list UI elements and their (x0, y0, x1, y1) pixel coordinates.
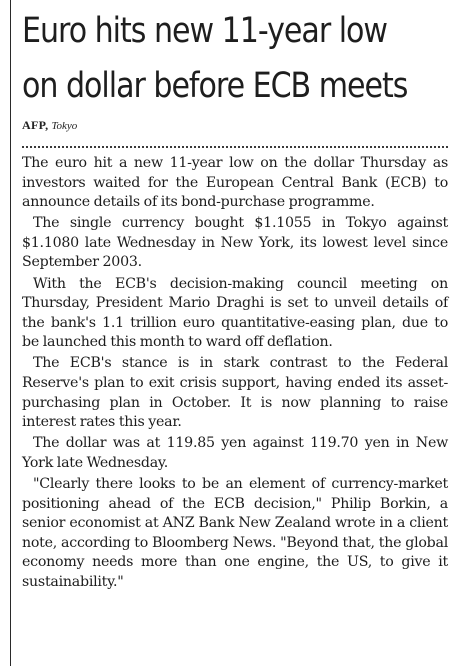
headline-line-1: Euro hits new 11-year low (22, 11, 388, 51)
dotted-separator (22, 146, 448, 148)
byline-city: Tokyo (51, 120, 78, 132)
paragraph-2: The single currency bought $1.1055 in Tokyo against $1.1080 late Wednesday in New York, its lowest level since September 2003. (22, 215, 448, 271)
paragraph-5: The dollar was at 119.85 yen against 119.70 yen in New York late Wednesday. (22, 435, 448, 471)
byline (22, 118, 77, 133)
byline-agency: AFP, (22, 118, 49, 132)
paragraph-6: "Clearly there looks to be an element of currency-market positioning ahead of the ECB decision," Philip Borkin, a senior economist at ANZ Bank New Zealand wrote in a client note, according to Bloomberg News. "Beyond that, the global economy needs more than one engine, the US, to give it sustainability." (22, 476, 448, 590)
paragraph-4: The ECB's stance is in stark contrast to the Federal Reserve's plan to exit crisis support, having ended its asset-purchasing plan in October. It is now planning to raise interest rates this year. (22, 355, 448, 431)
paragraph-1: The euro hit a new 11-year low on the dollar Thursday as investors waited for the European Central Bank (ECB) to announce details of its bond-purchase programme. (22, 155, 448, 211)
column-rule (10, 0, 11, 666)
headline (22, 4, 408, 114)
article-body (22, 154, 448, 594)
headline-line-2: on dollar before ECB meets (22, 66, 408, 106)
paragraph-3: With the ECB's decision-making council meeting on Thursday, President Mario Draghi is set to unveil details of the bank's 1.1 trillion euro quantitative-easing plan, due to be launched this month to ward off deflation. (22, 275, 448, 351)
